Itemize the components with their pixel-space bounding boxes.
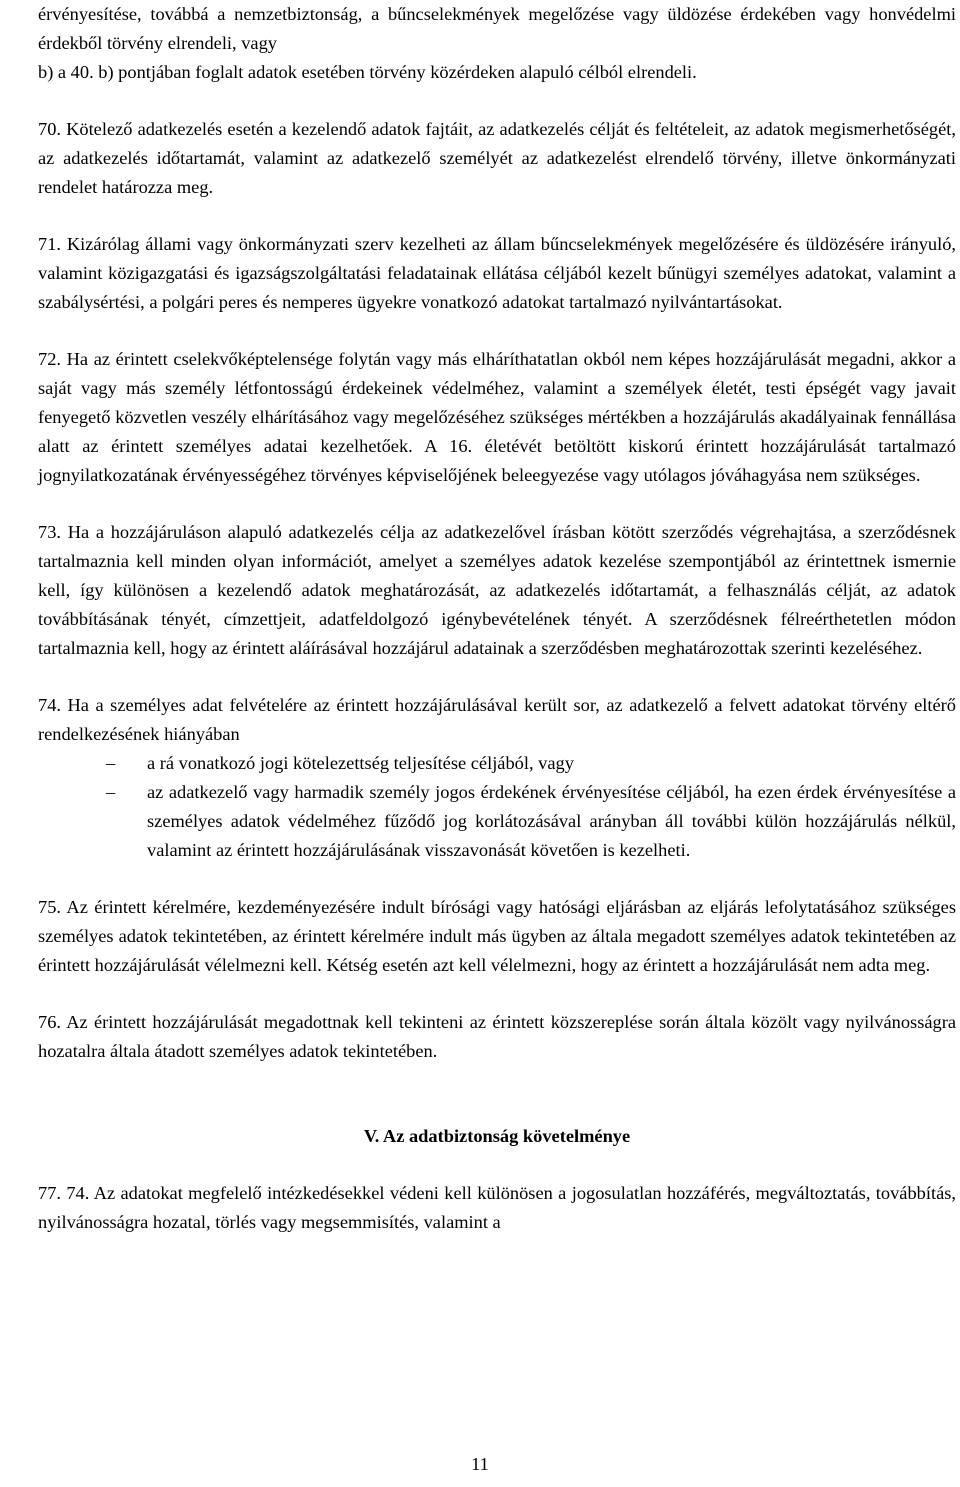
paragraph-77: 77. 74. Az adatokat megfelelő intézkedésekkel védeni kell különösen a jogosulatlan hozzáférés, megváltoztatás, továbbítás, nyilvánosságra hozatal, törlés vagy megsemmisítés, valamint a [38,1183,956,1232]
list-item [38,778,956,865]
dash-bullet: – [106,782,116,802]
paragraph-71: 71. Kizárólag állami vagy önkormányzati szerv kezelheti az állam bűncselekmények megelőzésére és üldözésére irányuló, valamint közigazgatási és igazságszolgáltatási feladatainak ellátása céljából kezelt bűnügyi személyes adatokat, valamint a szabálysértési, a polgári peres és nemperes ügyekre vonatkozó adatokat tartalmazó nyilvántartásokat. [38,234,956,312]
dash-bullet: – [106,753,116,773]
document-page [38,0,956,1237]
paragraph-continuation-b: b) a 40. b) pontjában foglalt adatok esetében törvény közérdeken alapuló célból elrendeli. [38,62,697,82]
list-item [38,749,956,778]
section-heading: V. Az adatbiztonság követelménye [363,1126,631,1146]
paragraph-73: 73. Ha a hozzájáruláson alapuló adatkezelés célja az adatkezelővel írásban kötött szerződés végrehajtása, a szerződésnek tartalmaznia kell minden olyan információt, amelyet a személyes adatok kezelése szempontjából az érintettnek ismernie kell, így különösen a kezelendő adatok meghatározását, az adatkezelés időtartamát, a felhasználás célját, az adatok továbbításának tényét, címzettjeit, adatfeldolgozó igénybevételének tényét. A szerződésnek félreérthetetlen módon tartalmaznia kell, hogy az érintett aláírásával hozzájárul adatainak a szerződésben meghatározottak szerinti kezeléséhez. [38,522,956,658]
paragraph-75: 75. Az érintett kérelmére, kezdeményezésére indult bírósági vagy hatósági eljárásban az eljárás lefolytatásához szükséges személyes adatok tekintetében, az érintett kérelmére indult más ügyben az általa megadott személyes adatok tekintetében az érintett hozzájárulását vélelmezni kell. Kétség esetén azt kell vélelmezni, hogy az érintett a hozzájárulását nem adta meg. [38,897,956,975]
paragraph-74: 74. Ha a személyes adat felvételére az érintett hozzájárulásával került sor, az adatkezelő a felvett adatokat törvény eltérő rendelkezésének hiányában [38,695,956,744]
paragraph-76: 76. Az érintett hozzájárulását megadottnak kell tekinteni az érintett közszereplése során általa közölt vagy nyilvánosságra hozatalra általa átadott személyes adatok tekintetében. [38,1012,956,1061]
page-number: 11 [471,1454,489,1474]
list-item-text: az adatkezelő vagy harmadik személy jogos érdekének érvényesítése céljából, ha ezen érdek érvényesítése a személyes adatok védelméhez fűződő jog korlátozásával arányban áll további külön hozzájárulás nélkül, valamint az érintett hozzájárulásának visszavonását követően is kezelheti. [147,782,956,860]
list-item-text: a rá vonatkozó jogi kötelezettség teljesítése céljából, vagy [147,753,574,773]
paragraph-70: 70. Kötelező adatkezelés esetén a kezelendő adatok fajtáit, az adatkezelés célját és feltételeit, az adatok megismerhetőségét, az adatkezelés időtartamát, valamint az adatkezelő személyét az adatkezelést elrendelő törvény, illetve önkormányzati rendelet határozza meg. [38,119,956,197]
paragraph-continuation: érvényesítése, továbbá a nemzetbiztonság, a bűncselekmények megelőzése vagy üldözése érdekében vagy honvédelmi érdekből törvény elrendeli, vagy [38,4,956,53]
paragraph-74-list [38,749,956,865]
paragraph-72: 72. Ha az érintett cselekvőképtelensége folytán vagy más elháríthatatlan okból nem képes hozzájárulását megadni, akkor a saját vagy más személy létfontosságú érdekeinek védelméhez, valamint a személyek életét, testi épségét vagy javait fenyegető közvetlen veszély elhárításához vagy megelőzéséhez szükséges mértékben a hozzájárulás akadályainak fennállása alatt az érintett személyes adatai kezelhetőek. A 16. életévét betöltött kiskorú érintett hozzájárulását tartalmazó jognyilatkozatának érvényességéhez törvényes képviselőjének beleegyezése vagy utólagos jóváhagyása nem szükséges. [38,349,956,485]
